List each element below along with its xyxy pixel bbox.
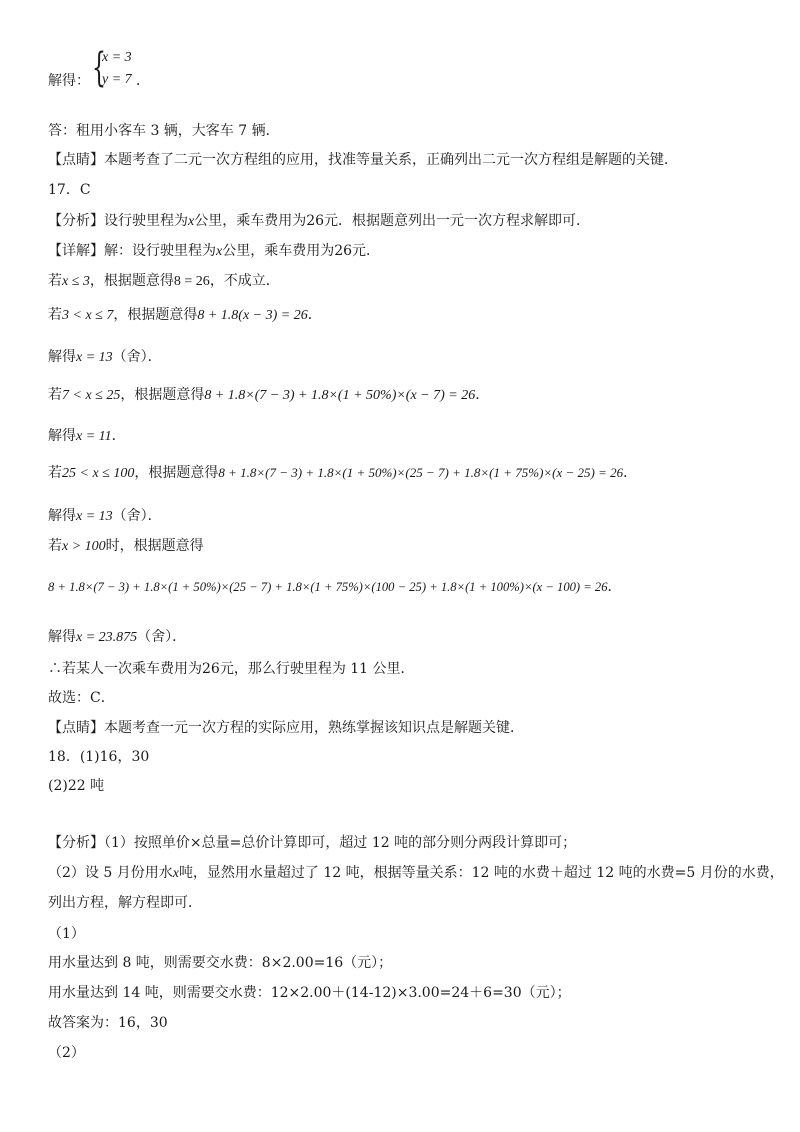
case-5-equation: 8 + 1.8×(7 − 3) + 1.8×(1 + 50%)×(25 − 7) + 1.8×(1 + 75%)×(100 − 25) + 1.8×(1 + 100%)×(x − 100) = 26 xyxy=(48,580,608,594)
comment-16: 【点睛】本题考查了二元一次方程组的应用，找准等量关系，正确列出二元一次方程组是解题的关键． xyxy=(48,152,678,168)
case-5-end: ． xyxy=(607,579,622,595)
result-3-label: 解得 xyxy=(48,428,76,444)
result-3-end: ． xyxy=(111,428,126,444)
result-4-label: 解得 xyxy=(48,508,76,524)
case-3-if: 若 xyxy=(48,387,62,403)
analysis-18-part-b: 吨，显然用水量超过了 12 吨，根据等量关系：12 吨的水费＋超过 12 吨的水费=5 月份的水费， xyxy=(178,865,784,881)
question-18-part-1: 18．(1)16，30 xyxy=(48,749,150,765)
system-eq-y: y = 7 xyxy=(102,72,132,87)
detail-17-part-b: 公里，乘车费用为26元． xyxy=(222,243,381,259)
case-3-equation: 8 + 1.8×(7 − 3) + 1.8×(1 + 50%)×(x − 7) = 26 xyxy=(204,388,476,403)
system-end: ． xyxy=(136,73,150,89)
water-8-tons: 用水量达到 8 吨，则需要交水费：8×2.00=16（元）； xyxy=(48,955,393,971)
part-2-label: （2） xyxy=(48,1045,85,1061)
analysis-18-var: x xyxy=(172,866,179,881)
case-2-end: ． xyxy=(307,307,322,323)
result-2-note: （舍）． xyxy=(112,349,162,365)
analysis-18-line-2 xyxy=(48,864,784,883)
case-5-if: 若 xyxy=(48,538,62,554)
case-2-equation: 8 + 1.8(x − 3) = 26 xyxy=(197,308,308,323)
case-3 xyxy=(48,386,489,405)
case-4 xyxy=(48,464,637,483)
case-3-text: ，根据题意得 xyxy=(120,387,205,403)
case-2 xyxy=(48,306,322,325)
case-1-condition: x ≤ 3 xyxy=(62,274,90,289)
case-2-text: ，根据题意得 xyxy=(113,307,198,323)
result-5-note: （舍）． xyxy=(137,629,187,645)
result-3 xyxy=(48,427,126,446)
result-2-label: 解得 xyxy=(48,349,76,365)
result-2-equation: x = 13 xyxy=(76,350,113,365)
analysis-17-part-b: 公里，乘车费用为26元．根据题意列出一元一次方程求解即可． xyxy=(194,213,591,229)
analysis-17-part-a: 【分析】设行驶里程为 xyxy=(48,213,188,229)
case-4-condition: 25 < x ≤ 100 xyxy=(62,466,135,481)
case-5 xyxy=(48,537,204,556)
case-3-condition: 7 < x ≤ 25 xyxy=(62,388,121,403)
case-4-equation: 8 + 1.8×(7 − 3) + 1.8×(1 + 50%)×(25 − 7) + 1.8×(1 + 75%)×(x − 25) = 26 xyxy=(218,465,624,480)
case-4-if: 若 xyxy=(48,465,62,481)
answer-16: 答：租用小客车 3 辆，大客车 7 辆． xyxy=(48,123,280,139)
analysis-18-line-3: 列出方程，解方程即可． xyxy=(48,895,202,911)
case-1 xyxy=(48,272,280,291)
case-3-end: ． xyxy=(475,387,490,403)
result-5 xyxy=(48,628,186,647)
case-2-condition: 3 < x ≤ 7 xyxy=(62,308,114,323)
analysis-17 xyxy=(48,212,590,231)
case-1-equation: 8 = 26 xyxy=(173,274,210,289)
case-5-equation-line xyxy=(48,578,622,596)
case-5-condition: x > 100 xyxy=(62,539,106,554)
question-17-heading: 17．C xyxy=(48,182,91,198)
system-eq-x: x = 3 xyxy=(102,50,132,65)
choice-17: 故选：C． xyxy=(48,690,115,706)
result-5-equation: x = 23.875 xyxy=(76,630,138,645)
therefore-17: ∴若某人一次乘车费用为26元，那么行驶里程为 11 公里． xyxy=(48,661,415,677)
result-3-equation: x = 11 xyxy=(76,429,112,444)
water-14-tons: 用水量达到 14 吨，则需要交水费：12×2.00＋(14-12)×3.00=24＋6=30（元）； xyxy=(48,985,571,1001)
analysis-17-var: x xyxy=(188,214,195,229)
case-2-if: 若 xyxy=(48,307,62,323)
part-1-label: （1） xyxy=(48,926,85,942)
case-4-end: ． xyxy=(623,465,638,481)
analysis-18-line-1: 【分析】（1）按照单价×总量=总价计算即可，超过 12 吨的部分则分两段计算即可； xyxy=(48,835,577,851)
answer-18: 故答案为：16，30 xyxy=(48,1015,168,1031)
analysis-18-part-a: （2）设 5 月份用水 xyxy=(48,865,173,881)
detail-17 xyxy=(48,242,380,261)
case-1-end: ，不成立． xyxy=(209,273,280,289)
case-4-text: ，根据题意得 xyxy=(134,465,219,481)
result-4-equation: x = 13 xyxy=(76,509,113,524)
case-1-if: 若 xyxy=(48,273,62,289)
result-5-label: 解得 xyxy=(48,629,76,645)
result-4-note: （舍）． xyxy=(112,508,162,524)
result-2 xyxy=(48,348,162,367)
solve-label: 解得： xyxy=(48,73,90,89)
case-1-text: ，根据题意得 xyxy=(89,273,174,289)
left-brace-icon: { xyxy=(92,45,106,91)
detail-17-var: x xyxy=(216,244,223,259)
question-18-part-2: (2)22 吨 xyxy=(48,778,105,794)
detail-17-part-a: 【详解】解：设行驶里程为 xyxy=(48,243,216,259)
comment-17: 【点睛】本题考查一元一次方程的实际应用，熟练掌握该知识点是解题关键． xyxy=(48,720,524,736)
case-5-text: 时，根据题意得 xyxy=(105,538,204,554)
result-4 xyxy=(48,507,162,526)
